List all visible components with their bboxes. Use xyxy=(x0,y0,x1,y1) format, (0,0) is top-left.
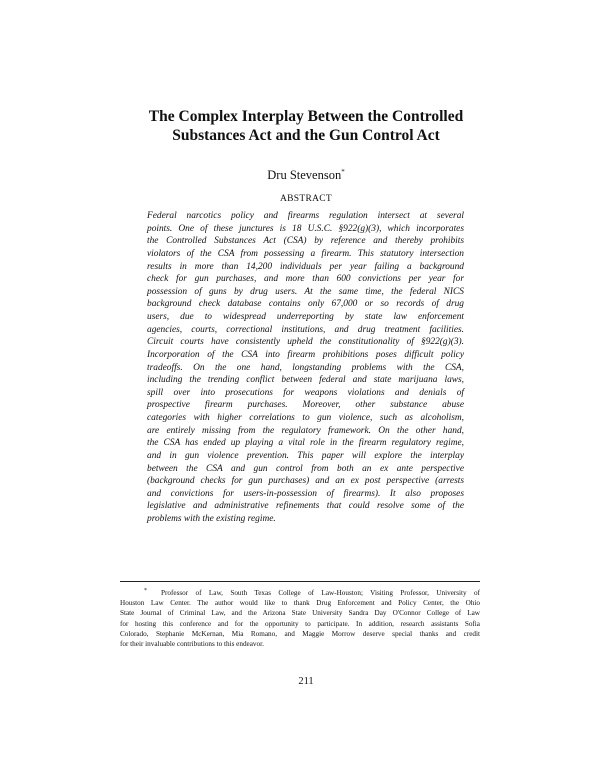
abstract-line: violators of the CSA from possessing a firearm. This statutory intersection xyxy=(147,248,464,259)
footnote-line: for their invaluable contributions to this endeavor. xyxy=(120,640,264,649)
author-text: Dru Stevenson xyxy=(267,168,342,182)
footnote-line-text: Professor of Law, South Texas College of Law-Houston; Visiting Professor, University of xyxy=(161,589,480,597)
abstract-line: tradeoffs. On the one hand, longstanding problems with the CSA, xyxy=(147,362,464,373)
footnote-divider xyxy=(120,581,480,582)
abstract-line: users, due to widespread underreporting by state law enforcement xyxy=(147,312,464,322)
footnote-mark: * xyxy=(144,587,147,594)
abstract-line: background check database contains only 67,000 or so records of drug xyxy=(147,299,464,310)
abstract-line: Federal narcotics policy and firearms regulation intersect at several xyxy=(147,211,464,221)
abstract-line: and convictions for users-in-possession of firearms). It also proposes xyxy=(147,488,464,499)
abstract-line: problems with the existing regime. xyxy=(147,514,276,524)
abstract-line: categories with higher correlations to gun violence, such as alcoholism, xyxy=(147,413,464,423)
title-line: The Complex Interplay Between the Controlled xyxy=(148,108,464,125)
author-footnote xyxy=(120,588,480,649)
abstract-line: the CSA has ended up playing a vital role in the firearm regulatory regime, xyxy=(147,438,464,449)
abstract-line: (background checks for gun purchases) and an ex post perspective (arrests xyxy=(147,476,464,487)
abstract-line: spill over into prosecutions for weapons violations and denials of xyxy=(147,387,464,398)
abstract-line: legislative and administrative refinements that could resolve some of the xyxy=(147,501,464,512)
footnote-line: Colorado, Stephanie McKernan, Mia Romano, and Maggie Morrow deserve special thanks and credit xyxy=(120,629,480,638)
abstract-line: agencies, courts, correctional institutions, and drug treatment facilities. xyxy=(147,324,464,335)
abstract-line: results in more than 14,200 individuals per year failing a background xyxy=(147,261,464,272)
abstract-line: possession of guns by drug users. At the same time, the federal NICS xyxy=(147,286,464,297)
abstract-line: between the CSA and gun control from both an ex ante perspective xyxy=(147,463,464,474)
footnote-line: Houston Law Center. The author would like to thank Drug Enforcement and Policy Center, the Ohio xyxy=(120,599,480,608)
page-number: 211 xyxy=(298,676,314,687)
abstract-line: the Controlled Substances Act (CSA) by reference and thereby prohibits xyxy=(147,236,464,247)
abstract-line: and in gun violence prevention. This paper will explore the interplay xyxy=(147,450,464,461)
abstract-line: check for gun purchases, and more than 600 convictions per year for xyxy=(147,274,464,285)
author-footnote-mark[interactable]: * xyxy=(341,167,345,176)
abstract-line: points. One of these junctures is 18 U.S.C. §922(g)(3), which incorporates xyxy=(147,223,464,234)
abstract-line: Circuit courts have consistently upheld the constitutionality of §922(g)(3). xyxy=(147,337,464,348)
footnote-line xyxy=(120,588,480,598)
paper-title xyxy=(100,107,512,145)
abstract-line: Incorporation of the CSA into firearm prohibitions poses difficult policy xyxy=(147,349,464,360)
abstract-line: prospective firearm purchases. Moreover, other substance abuse xyxy=(147,400,464,411)
abstract-body xyxy=(147,210,464,526)
author-name xyxy=(100,168,512,182)
title-line: Substances Act and the Gun Control Act xyxy=(172,127,440,144)
abstract-heading: ABSTRACT xyxy=(279,194,333,204)
abstract-line: including the trending conflict between federal and state marijuana laws, xyxy=(147,375,464,386)
footnote-line: for hosting this conference and for the opportunity to participate. In addition, research assistants Sofia xyxy=(120,619,480,628)
footnote-line: State Journal of Criminal Law, and the Arizona State University Sandra Day O'Connor College of Law xyxy=(120,609,480,618)
abstract-line: are entirely missing from the regulatory framework. On the other hand, xyxy=(147,425,464,436)
